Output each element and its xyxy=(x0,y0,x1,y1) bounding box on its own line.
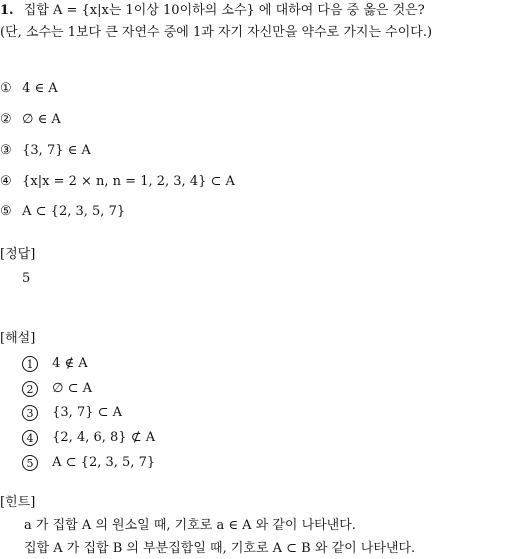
hint-line-1: a 가 집합 A 의 원소일 때, 기호로 a ∈ A 와 같이 나타낸다. xyxy=(24,518,356,533)
option-text: {x|x = 2 × n, n = 1, 2, 3, 4} ⊂ A xyxy=(22,174,235,189)
question-note: (단, 소수는 1보다 큰 자연수 중에 1과 자기 자신만을 약수로 가지는 수이다.) xyxy=(0,25,433,40)
option-5 xyxy=(0,203,527,221)
explanation-item-1 xyxy=(22,355,88,373)
item-text: 4 ∉ A xyxy=(52,356,88,371)
explanation-item-3 xyxy=(22,404,122,422)
item-text: A ⊂ {2, 3, 5, 7} xyxy=(52,455,156,470)
question-text: 집합 A = {x|x는 1이상 10이하의 소수} 에 대하여 다음 중 옳은 것은? xyxy=(23,3,425,18)
option-mark: ④ xyxy=(0,174,12,189)
item-number: 3 xyxy=(22,405,38,421)
option-text: ∅ ∈ A xyxy=(22,112,61,127)
option-mark: ③ xyxy=(0,143,12,158)
option-text: 4 ∈ A xyxy=(22,81,58,96)
option-3 xyxy=(0,142,527,160)
option-text: {3, 7} ∈ A xyxy=(22,143,91,158)
option-2 xyxy=(0,111,527,129)
question-number: 1. xyxy=(0,3,14,18)
answer-value: 5 xyxy=(22,271,31,286)
explanation-item-2 xyxy=(22,380,92,398)
answer-heading: [정답] xyxy=(0,247,36,262)
option-4 xyxy=(0,173,527,191)
option-mark: ① xyxy=(0,81,12,96)
item-text: {2, 4, 6, 8} ⊄ A xyxy=(52,430,156,445)
question-line xyxy=(0,2,527,20)
explanation-item-5 xyxy=(22,454,155,472)
explanation-item-4 xyxy=(22,429,155,447)
item-number: 5 xyxy=(22,455,38,471)
item-number: 2 xyxy=(22,381,38,397)
option-text: A ⊂ {2, 3, 5, 7} xyxy=(22,204,126,219)
explanation-heading: [해설] xyxy=(0,331,36,346)
item-text: {3, 7} ⊂ A xyxy=(52,405,123,420)
hint-heading: [힌트] xyxy=(0,495,36,510)
option-mark: ⑤ xyxy=(0,204,12,219)
option-1 xyxy=(0,80,527,98)
item-text: ∅ ⊂ A xyxy=(52,381,93,396)
item-number: 4 xyxy=(22,430,38,446)
hint-line-2: 집합 A 가 집합 B 의 부분집합일 때, 기호로 A ⊂ B 와 같이 나타낸다. xyxy=(24,541,416,556)
item-number: 1 xyxy=(22,356,38,372)
option-mark: ② xyxy=(0,112,12,127)
